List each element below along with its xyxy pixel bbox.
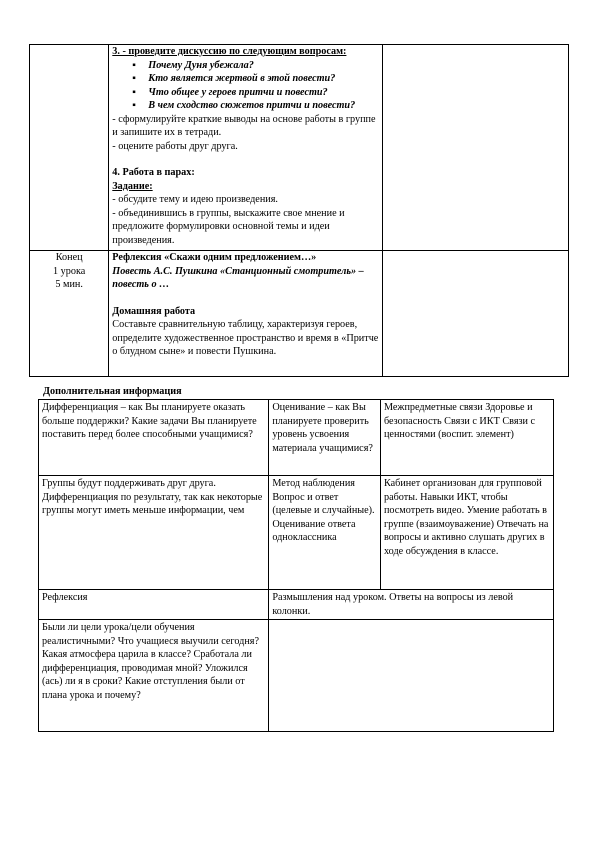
step4-task-discuss: - обсудите тему и идею произведения. [112,194,278,205]
step4-heading: 4. Работа в парах: [112,167,195,178]
reflection-questions-cell: Были ли цели урока/цели обучения реалистичными? Что учащиеся выучили сегодня? Какая атмосфера царила в классе? Сработала ли дифференциация, проводимая мной? Уложился (ась) ли я в сроки? Какие отступления были от плана урока и почему? [39,620,269,732]
stage-cell-end [30,251,109,377]
homework-text: Составьте сравнительную таблицу, характеризуя героев, определите художественное пространство и время в «Притче о блудном сыне» и повести Пушкина. [112,319,379,357]
step3-task-conclusions: - сформулируйте краткие выводы на основе работы в группе и запишите их в тетради. [112,113,376,138]
question-item: ▪ Что общее у героев притчи и повести? [112,86,379,100]
step3-heading: 3. - проведите дискуссию по следующим вопросам: [112,46,347,57]
reflection-label-cell: Рефлексия [39,590,269,620]
additional-info-heading: Дополнительная информация [43,386,182,397]
additional-row-content [39,476,554,590]
activity-cell-end [109,251,383,377]
reflection-text: Повесть А.С. Пушкина «Станционный смотритель» – повесть о … [112,265,364,290]
differentiation-header-cell: Дифференциация – как Вы планируете оказать больше поддержки? Какие задачи Вы планируете поставить перед более способными учащимися? [39,400,269,476]
methods-cell: Метод наблюдения Вопрос и ответ (целевые и случайные). Оценивание ответа одноклассника [269,476,381,590]
cabinet-cell: Кабинет организован для групповой работы. Навыки ИКТ, чтобы посмотреть видео. Умение работать в группе (взаимоуважение) Отвечать на вопросы и активно слушать других в ходе обсуждения в классе. [380,476,553,590]
lesson-row-discussion [30,45,569,251]
activity-cell-discussion [109,45,383,251]
discussion-questions [112,59,379,113]
reflection-title: Рефлексия «Скажи одним предложением…» [112,252,317,263]
groups-cell: Группы будут поддерживать друг друга. Дифференциация по результату, так как некоторые группы могут иметь меньше информации, чем [39,476,269,590]
reflection-answers-cell [269,620,554,732]
additional-info-table [38,399,554,732]
step4-assignment-label: Задание: [112,180,153,192]
additional-row-questions [39,620,554,732]
links-header-cell: Межпредметные связи Здоровье и безопасность Связи с ИКТ Связи с ценностями (воспит. элемент) [380,400,553,476]
lesson-plan-table [29,44,569,377]
step4-task-groups: - объединившись в группы, выскажите свое мнение и предложите формулировки основной темы и идеи произведения. [112,207,345,246]
reflection-note-cell: Размышления над уроком. Ответы на вопросы из левой колонки. [269,590,554,620]
assessment-header-cell: Оценивание – как Вы планируете проверить уровень усвоения материала учащимися? [269,400,381,476]
additional-row-reflection [39,590,554,620]
additional-row-headers [39,400,554,476]
stage-lesson: 1 урока [53,265,86,277]
step3-task-evaluate: - оцените работы друг друга. [112,140,238,152]
question-item: ▪ В чем сходство сюжетов притчи и повести? [112,99,379,113]
resources-cell-end [383,251,569,377]
question-item: ▪ Кто является жертвой в этой повести? [112,72,379,86]
resources-cell-empty [383,45,569,251]
homework-title: Домашняя работа [112,305,196,317]
stage-cell-empty [30,45,109,251]
lesson-row-end [30,251,569,377]
question-item: ▪ Почему Дуня убежала? [112,59,379,73]
stage-label: Конец [55,252,83,263]
stage-duration: 5 мин. [55,279,83,290]
